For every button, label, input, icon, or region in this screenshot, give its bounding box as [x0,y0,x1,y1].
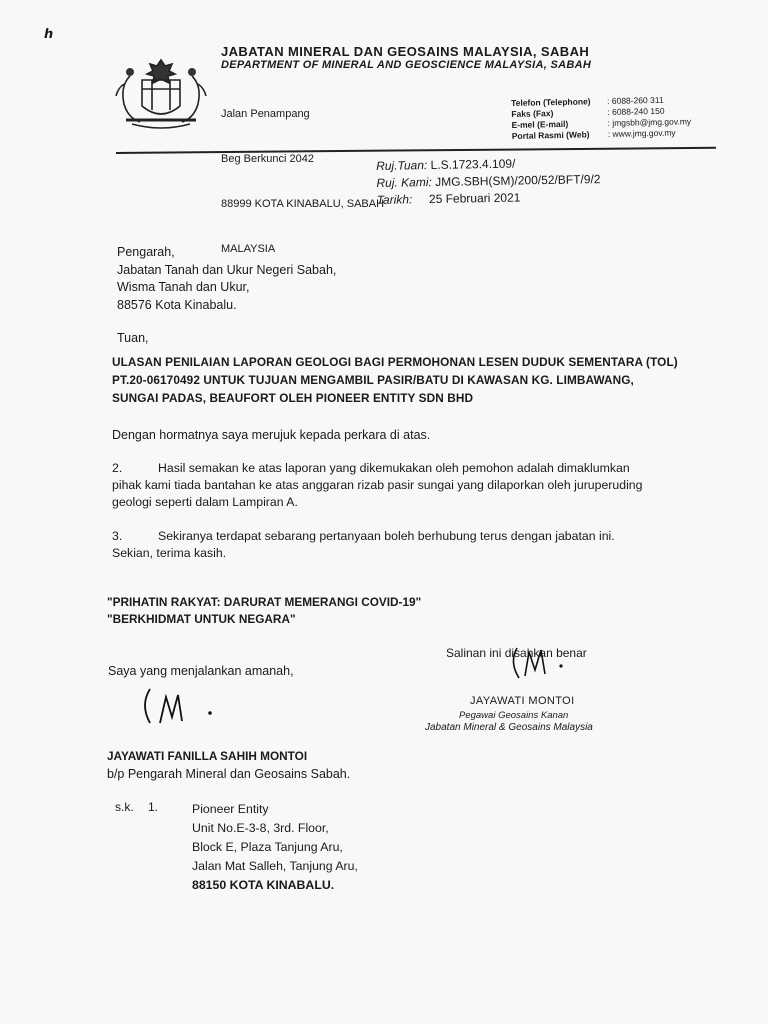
contact-label: Portal Rasmi (Web) [511,129,590,141]
paragraph-3 [112,528,712,562]
contact-value: : jmgsbh@jmg.gov.my [607,116,692,128]
subject-line: ULASAN PENILAIAN LAPORAN GEOLOGI BAGI PERMOHONAN LESEN DUDUK SEMENTARA (TOL) [112,355,678,369]
contact-label: E-mel (E-mail) [511,118,569,130]
copy-to-label: s.k. [115,800,134,814]
reference-date [377,188,601,209]
address-line: 88999 KOTA KINABALU, SABAH [221,198,385,210]
certification-organization: Jabatan Mineral & Geosains Malaysia [425,722,593,733]
reference-value: L.S.1723.4.109/ [430,156,516,173]
signer-title: b/p Pengarah Mineral dan Geosains Sabah. [107,767,351,781]
motto-block [107,594,421,628]
margin-mark: ℎ [44,26,54,41]
addressee-block [117,244,336,314]
agency-name: JABATAN MINERAL DAN GEOSAINS MALAYSIA, SABAH [221,44,590,59]
copy-to-line: Pioneer Entity [192,802,269,816]
reference-label: Tarikh: [376,192,413,207]
addressee-line: Wisma Tanah dan Ukur, [117,280,250,294]
paragraph-number: 3. [112,529,123,543]
contact-row-web [512,127,692,142]
motto-line: "PRIHATIN RAKYAT: DARURAT MEMERANGI COVID-19" [107,595,422,609]
address-line: Beg Berkunci 2042 [221,153,314,165]
motto-line: "BERKHIDMAT UNTUK NEGARA" [107,612,296,626]
copy-to-line: Unit No.E-3-8, 3rd. Floor, [192,821,329,835]
contact-value: : 6088-240 150 [607,105,665,117]
certification-position: Pegawai Geosains Kanan [459,710,569,721]
paragraph-number: 2. [112,461,123,475]
salutation: Tuan, [117,331,149,345]
reference-value: JMG.SBH(SM)/200/52/BFT/9/2 [435,172,601,189]
copy-to-line: Block E, Plaza Tanjung Aru, [192,840,343,854]
paragraph-line: Hasil semakan ke atas laporan yang dikemukakan oleh pemohon adalah dimaklumkan [158,461,630,475]
reference-value: 25 Februari 2021 [428,190,521,207]
reference-block [376,154,601,209]
subject-line: PT.20-06170492 UNTUK TUJUAN MENGAMBIL PASIR/BATU DI KAWASAN KG. LIMBAWANG, [112,373,634,387]
paragraph-line: geologi seperti dalam Lampiran A. [112,495,298,509]
paragraph-1: Dengan hormatnya saya merujuk kepada perkara di atas. [112,428,431,442]
coat-of-arms-icon [108,54,214,134]
paragraph-line: Sekiranya terdapat sebarang pertanyaan boleh berhubung terus dengan jabatan ini. [158,529,615,543]
addressee-line: Pengarah, [117,245,175,259]
reference-label: Ruj.Tuan: [376,158,428,173]
address-line: MALAYSIA [221,243,276,255]
signature-icon [138,683,228,729]
paragraph-line: pihak kami tiada bantahan ke atas anggaran rizab pasir sungai yang dilaporkan oleh juruperuding [112,478,643,492]
signer-name: JAYAWATI FANILLA SAHIH MONTOI [107,749,308,763]
certification-heading: Salinan ini disahkan benar [446,646,587,660]
subject-line: SUNGAI PADAS, BEAUFORT OLEH PIONEER ENTITY SDN BHD [112,391,474,405]
paragraph-2 [112,460,712,511]
contact-label: Telefon (Telephone) [511,96,591,108]
certification-signature-icon [503,640,583,682]
contact-label: Faks (Fax) [511,108,554,119]
letterhead-divider [116,147,716,154]
copy-to-address [192,800,358,895]
contact-value: : www.jmg.gov.my [607,127,676,139]
copy-to-line: 88150 KOTA KINABALU. [192,878,335,892]
addressee-line: 88576 Kota Kinabalu. [117,297,237,312]
agency-name-english: DEPARTMENT OF MINERAL AND GEOSCIENCE MALAYSIA, SABAH [221,59,592,71]
certification-name: JAYAWATI MONTOI [470,695,575,707]
copy-to-number: 1. [148,800,159,814]
contact-value: : 6088-260 311 [606,94,664,106]
closing-line: Saya yang menjalankan amanah, [108,664,294,678]
contact-block [511,94,691,142]
reference-label: Ruj. Kami: [376,175,432,190]
paragraph-line: Sekian, terima kasih. [112,546,227,560]
copy-to-line: Jalan Mat Salleh, Tanjung Aru, [192,859,358,873]
address-line: Jalan Penampang [221,108,310,120]
subject-heading [112,353,702,407]
addressee-line: Jabatan Tanah dan Ukur Negeri Sabah, [117,262,337,277]
